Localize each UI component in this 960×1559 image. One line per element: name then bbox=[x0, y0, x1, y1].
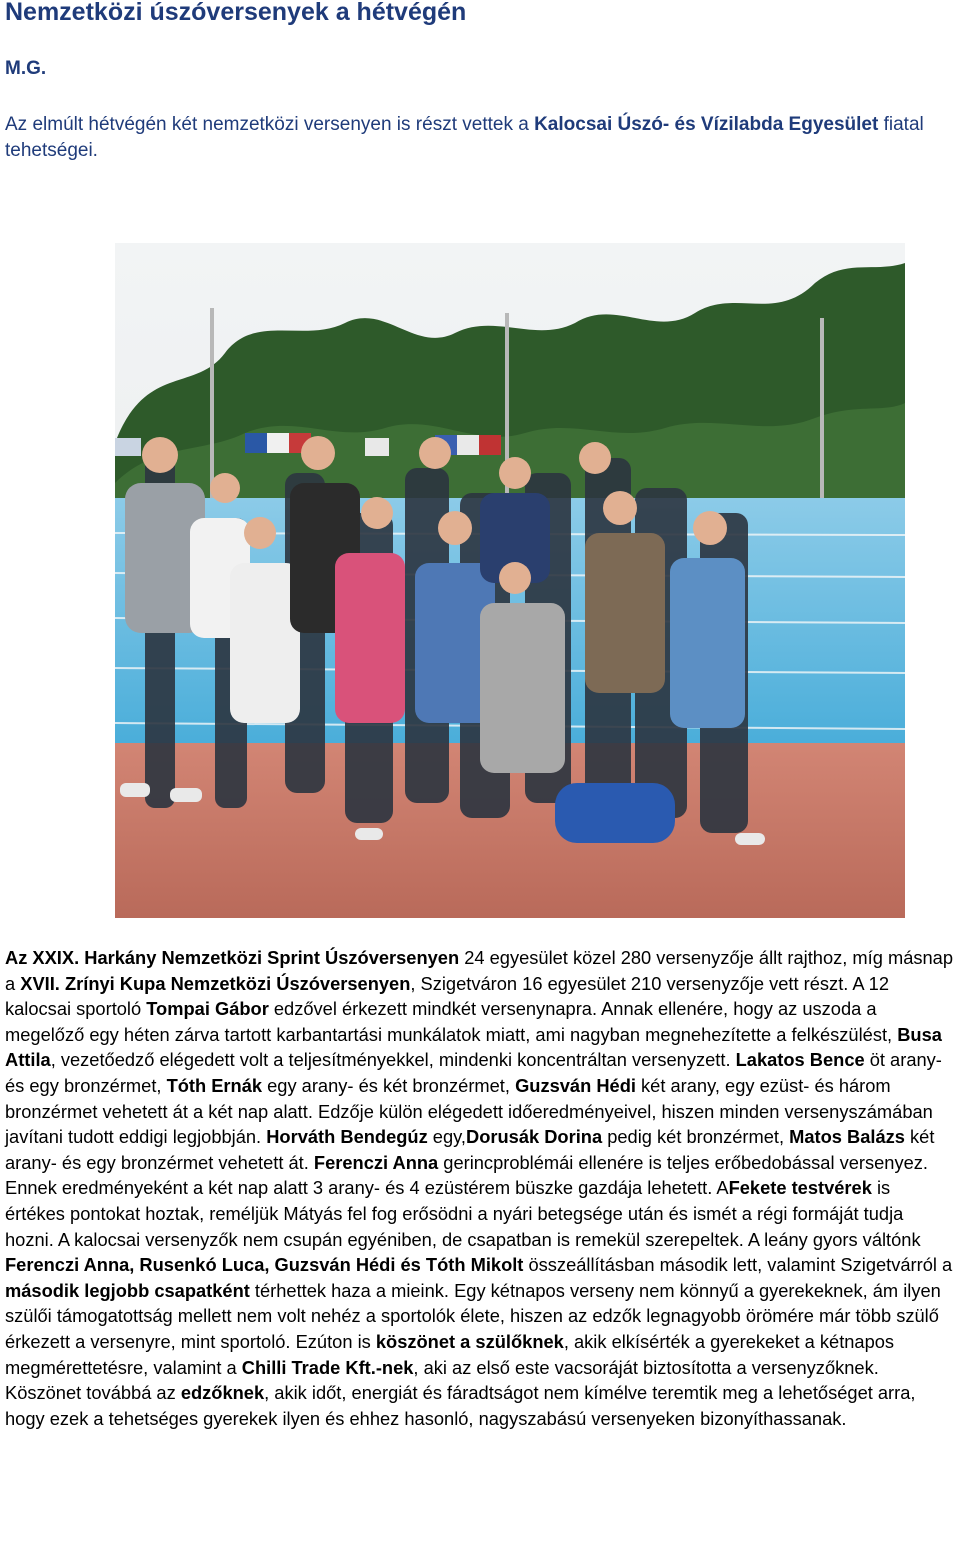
club-name: Kalocsai Úszó- és Vízilabda Egyesület bbox=[534, 114, 879, 135]
body-text: , vezetőedző elégedett volt a teljesítményekkel, mindenki koncentráltan versenyzett. bbox=[50, 1049, 736, 1071]
body-text: , aki az első este vacsoráját biztosította a versenyzőknek. Köszönet továbbá az bbox=[5, 1356, 879, 1404]
body-text: is értékes pontokat hoztak, reméljük Mátyás fel fog erősödni a nyári betegsége után és ismét a régi formáját tudja hozni. A kalocsai versenyzők nem csupán egyéniben, de csapatban is remekül szerepeltek. A leány gyors váltónk bbox=[5, 1177, 921, 1250]
body-bold: Dorusák Dorina bbox=[466, 1126, 603, 1148]
body-text: 24 egyesület közel 280 versenyzője állt rajthoz, míg másnap a bbox=[5, 947, 954, 994]
article-body bbox=[5, 945, 955, 1431]
body-text: egy, bbox=[427, 1126, 466, 1148]
body-bold: Horváth Bendegúz bbox=[266, 1126, 428, 1148]
body-text: két arany, egy ezüst- és három bronzérmet vehetett át a két nap alatt. Edzője külön elégedett időeredményeivel, hiszen minden versenyszámában javítani tudott eddigi legjobbján. bbox=[5, 1074, 933, 1148]
body-text: két arany- és egy bronzérmet vehetett át. bbox=[5, 1126, 935, 1173]
body-bold: Chilli Trade Kft.-nek bbox=[241, 1356, 414, 1378]
article-title: Nemzetközi úszóversenyek a hétvégén bbox=[5, 0, 467, 26]
body-bold: Guzsván Hédi bbox=[515, 1074, 636, 1096]
body-bold: Az XXIX. Harkány Nemzetközi Sprint Úszóversenyen bbox=[5, 947, 460, 968]
lead-text: fiatal tehetségei. bbox=[5, 114, 924, 161]
body-text: egy arany- és két bronzérmet, bbox=[262, 1074, 516, 1096]
body-text: térhettek haza a mieink. Egy kétnapos verseny nem könnyű a gyerekeknek, ám ilyen szülői támogatottság mellett nem volt nehéz a sportolók élete, hiszen az edzők legnagyobb örömére már több szülő érkezett a versenyre, mint sportoló. Ezúton is bbox=[5, 1279, 941, 1352]
body-bold: második legjobb csapatként bbox=[5, 1279, 250, 1301]
body-text: , akik elkísérték a gyerekeket a kétnapos megmérettetésre, valamint a bbox=[5, 1330, 895, 1378]
article-author: M.G. bbox=[5, 58, 47, 79]
body-bold: Tompai Gábor bbox=[146, 998, 269, 1020]
body-bold: Ferenczi Anna, Rusenkó Luca, Guzsván Hédi és Tóth Mikolt bbox=[5, 1254, 524, 1276]
body-bold: edzőknek bbox=[180, 1382, 265, 1404]
team-photo bbox=[115, 243, 905, 918]
body-text: , Szigetváron 16 egyesület 210 versenyzője vett részt. A 12 kalocsai sportoló bbox=[5, 972, 890, 1020]
body-bold: Fekete testvérek bbox=[728, 1177, 872, 1199]
body-bold: Tóth Ernák bbox=[166, 1074, 263, 1096]
body-bold: XVII. Zrínyi Kupa Nemzetközi Úszóversenyen bbox=[20, 972, 411, 994]
lead-text: Az elmúlt hétvégén két nemzetközi versenyen is részt vettek a bbox=[5, 114, 535, 135]
body-text: öt arany- és egy bronzérmet, bbox=[5, 1049, 942, 1096]
body-text: edzővel érkezett mindkét versenynapra. Annak ellenére, hogy az uszoda a megelőző egy héten zárva tartott karbantartási munkálatok miatt, ami nagyban megnehezítette a felkészülést, bbox=[5, 998, 898, 1045]
body-bold: köszönet a szülőknek bbox=[375, 1330, 564, 1352]
body-bold: Matos Balázs bbox=[789, 1126, 905, 1148]
body-bold: Busa Attila bbox=[5, 1023, 942, 1071]
body-bold: Ferenczi Anna bbox=[313, 1151, 439, 1173]
article-lead bbox=[5, 112, 950, 164]
body-bold: Lakatos Bence bbox=[735, 1049, 865, 1071]
body-text: , akik időt, energiát és fáradtságot nem kímélve teremtik meg a lehetőséget arra, hogy ezek a tehetséges gyerekek ilyen és ehhez hasonló, nagyszabású versenyeken bizonyíthassanak. bbox=[5, 1382, 916, 1429]
body-text: gerincproblémái ellenére is teljes erőbedobással versenyez. Ennek eredményeként a két nap alatt 3 arany- és 4 ezüstérem büszke gazdája lehetett. A bbox=[5, 1151, 929, 1199]
body-text: pedig két bronzérmet, bbox=[602, 1126, 790, 1148]
body-text: összeállításban második lett, valamint Szigetvárról a bbox=[523, 1254, 953, 1276]
